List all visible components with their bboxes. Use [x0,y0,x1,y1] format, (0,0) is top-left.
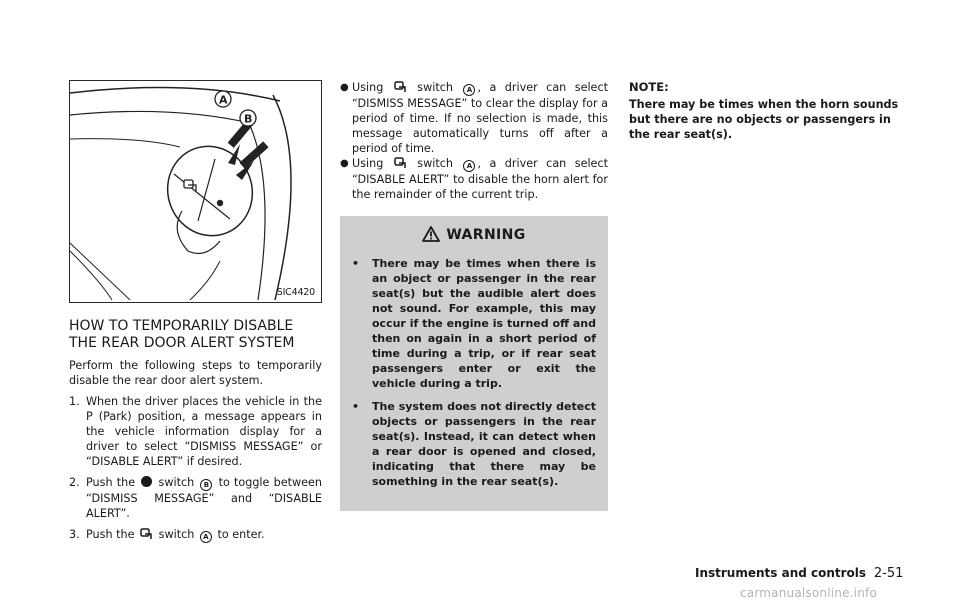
steering-wheel-illustration [70,81,321,302]
warning-item [352,399,596,489]
bullet-item [340,80,608,156]
warning-box [340,216,608,511]
step-text-c: to enter. [217,528,265,541]
enter-switch-icon [394,157,407,169]
callout-b: B [244,112,253,126]
warning-item [352,256,596,391]
bullet-text-c: , a driver can select “DISMISS MESSAGE” to clear the display for a period of time. If no selection is made, this message automatically turns off after a period of time. [352,81,608,155]
page-footer [695,566,903,581]
step-number: 2. [69,476,80,489]
enter-switch-icon [140,528,153,540]
page-number: 2-51 [873,566,904,581]
watermark: carmanualsonline.info [740,586,877,600]
step-text: When the driver places the vehicle in the P (Park) position, a message appears in the vehicle information display for a driver to select “DISMISS MESSAGE” or “DISABLE ALERT” if desired. [86,395,322,468]
figure-label: SIC4420 [276,287,315,298]
callout-b-icon: B [200,479,212,491]
callout-a-icon: A [463,160,475,172]
bullet-dot: • [352,257,360,270]
note-title: NOTE: [629,80,669,94]
bullet-text-a: Using [352,81,384,94]
callout-a: A [219,93,228,107]
step-text-b: switch [158,476,195,489]
warning-header [352,226,596,243]
intro-paragraph: Perform the following steps to temporarily disable the rear door alert system. [69,359,322,387]
step-text-a: Push the [86,528,135,541]
bullet-text-b: switch [417,157,453,170]
right-column [629,80,901,142]
warning-text: There may be times when there is an object or passenger in the rear seat(s) but the audible alert does not sound. For example, this may occur if the engine is turned off and then on again in a short period of time during a trip, or if rear seat passengers enter or exit the vehicle during a trip. [372,257,596,390]
step-text-c: to toggle between “DISMISS MESSAGE” and “DISABLE ALERT”. [86,476,322,520]
step-3 [69,527,322,543]
callout-a-icon: A [200,531,212,543]
left-column [69,80,322,549]
step-text-b: switch [158,528,195,541]
bullet-text-a: Using [352,157,384,170]
step-number: 3. [69,528,80,541]
enter-switch-icon [394,81,407,93]
steering-wheel-switch-figure [69,80,322,303]
step-text-a: Push the [86,476,136,489]
filled-circle-switch-icon [141,476,152,487]
step-number: 1. [69,395,80,408]
bullet-dot: ● [340,158,349,169]
footer-section: Instruments and controls [695,566,867,580]
bullet-text-b: switch [417,81,453,94]
section-title: HOW TO TEMPORARILY DISABLE THE REAR DOOR ALERT SYSTEM [69,318,295,351]
warning-title: WARNING [446,227,526,243]
bullet-text-c: , a driver can select “DISABLE ALERT” to disable the horn alert for the remainder of the current trip. [352,157,608,201]
warning-text: The system does not directly detect objects or passengers in the rear seat(s). Instead, it can detect when a rear door is opened and closed, indicating that there may be something in the rear seat(s). [372,400,596,488]
warning-triangle-icon [422,226,440,242]
middle-column [340,80,608,511]
step-2 [69,475,322,521]
step-1 [69,394,322,469]
bullet-item [340,156,608,202]
bullet-dot: • [352,400,360,413]
bullet-dot: ● [340,82,349,93]
callout-a-icon: A [463,84,475,96]
note-body: There may be times when the horn sounds but there are no objects or passengers in the rear seat(s). [629,98,899,141]
